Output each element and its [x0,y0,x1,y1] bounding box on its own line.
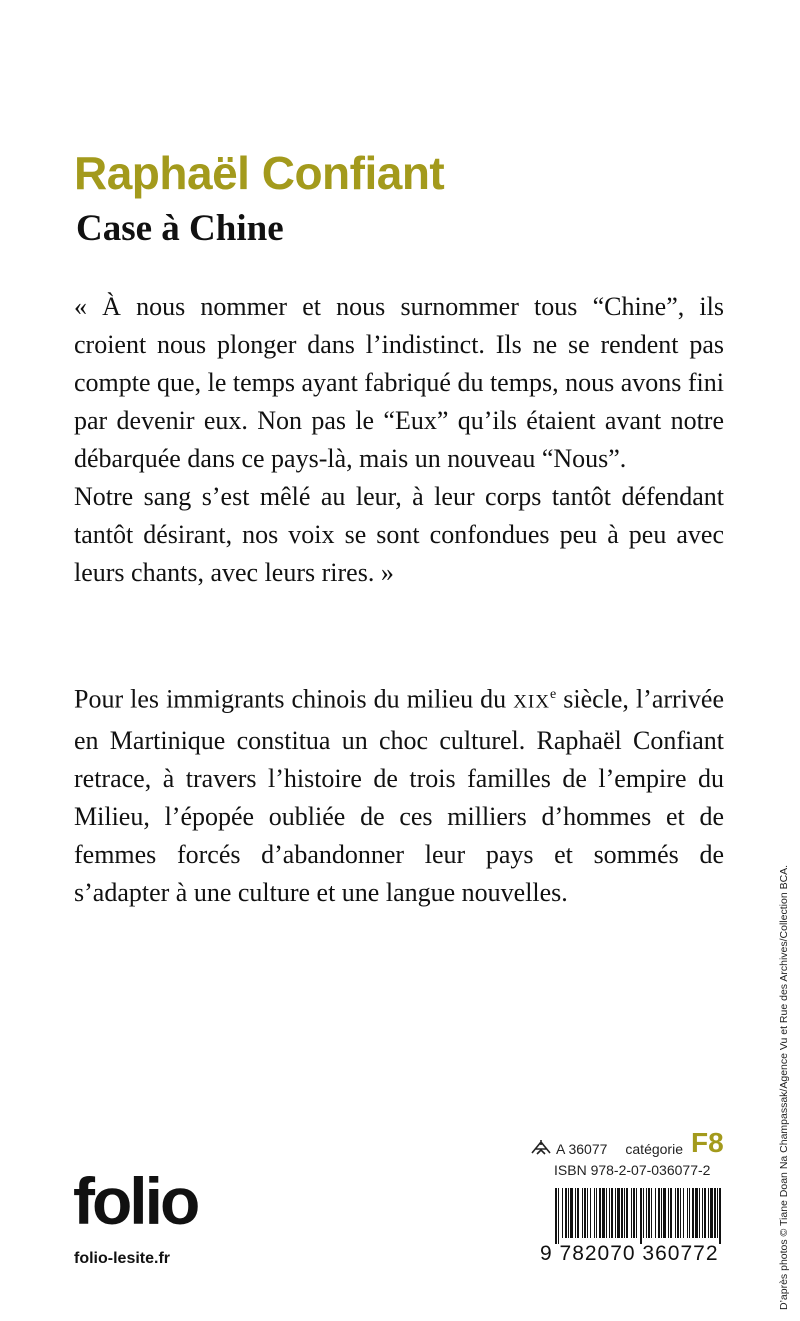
excerpt-quote [74,288,724,592]
barcode-bar [558,1188,559,1244]
barcode-bar [704,1188,706,1238]
barcode-bar [568,1188,569,1238]
quote-paragraph-1: « À nous nommer et nous surnommer tous “Chine”, ils croient nous plonger dans l’indistinct. Ils ne se rendent pas compte que, le temps ayant fabriqué du temps, nous avons fini par devenir eux. Non pas le “Eux” qu’ils étaient avant notre débarquée dans ce pays-là, mais un nouveau “Nous”. [74,292,724,473]
barcode-bar [692,1188,694,1238]
barcode [555,1188,725,1244]
barcode-bar [606,1188,607,1238]
barcode-bar [611,1188,613,1238]
barcode-bar [708,1188,709,1238]
barcode-bar [677,1188,679,1238]
barcode-bar [683,1188,684,1238]
folio-logo: folio [73,1164,198,1238]
barcode-bar [714,1188,716,1238]
barcode-bar [631,1188,632,1238]
barcode-bar [555,1188,557,1244]
barcode-bar [670,1188,672,1238]
catalog-reference: A 36077 [556,1141,608,1157]
barcode-digits: 9 782070 360772 [540,1242,719,1265]
barcode-bar [680,1188,681,1238]
barcode-bar [699,1188,700,1238]
book-summary [74,676,724,912]
barcode-bar [658,1188,660,1238]
catalog-row [530,1129,724,1157]
barcode-bar [570,1188,573,1238]
book-title: Case à Chine [76,208,284,249]
barcode-bar [621,1188,623,1238]
publisher-website: folio-lesite.fr [74,1250,171,1267]
quote-paragraph-2: Notre sang s’est mêlé au leur, à leur corps tantôt défendant tantôt désirant, nos voix se sont confondues peu à peu avec leurs chants, avec leurs rires. » [74,482,724,587]
century-numeral: XIX [513,691,550,713]
barcode-bar [565,1188,567,1238]
barcode-bar [633,1188,635,1238]
barcode-bar [640,1188,642,1244]
barcode-bar [675,1188,676,1238]
barcode-bar [689,1188,690,1238]
barcode-bar [594,1188,595,1238]
barcode-bar [584,1188,586,1238]
barcode-bar [655,1188,656,1238]
barcode-bar [582,1188,583,1238]
barcode-bar [646,1188,647,1238]
barcode-bar [661,1188,662,1238]
barcode-bar [615,1188,616,1238]
barcode-bar [624,1188,625,1238]
barcode-bar [590,1188,591,1238]
barcode-bar [651,1188,652,1238]
barcode-bar [717,1188,718,1238]
barcode-bar [596,1188,597,1238]
barcode-bar [687,1188,688,1238]
barcode-bar [643,1188,644,1238]
barcode-bar [609,1188,610,1238]
barcode-bar [719,1188,721,1244]
barcode-bar [668,1188,669,1238]
barcode-bar [695,1188,698,1238]
isbn: ISBN 978-2-07-036077-2 [554,1162,711,1178]
barcode-bar [599,1188,601,1238]
category-label: catégorie [625,1141,683,1157]
category-code: F8 [690,1127,724,1158]
barcode-bar [575,1188,576,1238]
barcode-bar [617,1188,620,1238]
barcode-bar [648,1188,650,1238]
barcode-bar [702,1188,703,1238]
barcode-bar [626,1188,628,1238]
summary-text-end: siècle, l’arrivée en Martinique constitua un choc culturel. Raphaël Confiant retrace, à travers l’histoire de trois familles de l’empire du Milieu, l’épopée oubliée de ces milliers d’hommes et de femmes forcés d’abandonner leur pays et sommés de s’adapter à une culture et une langue nouvelles. [74,684,724,907]
folio-symbol-icon [530,1139,552,1155]
barcode-bar [602,1188,605,1238]
photo-credit: D’après photos © Tiane Doan Na Champassak/Agence Vu et Rue des Archives/Collection BCA. [778,864,790,1310]
barcode-bar [636,1188,637,1238]
barcode-bar [710,1188,713,1238]
barcode-bar [663,1188,666,1238]
century-superscript: e [549,687,557,702]
summary-text-start: Pour les immigrants chinois du milieu du [74,684,507,714]
barcode-bar [562,1188,563,1238]
barcode-bar [577,1188,579,1238]
barcode-bar [587,1188,588,1238]
author-name: Raphaël Confiant [74,147,445,199]
